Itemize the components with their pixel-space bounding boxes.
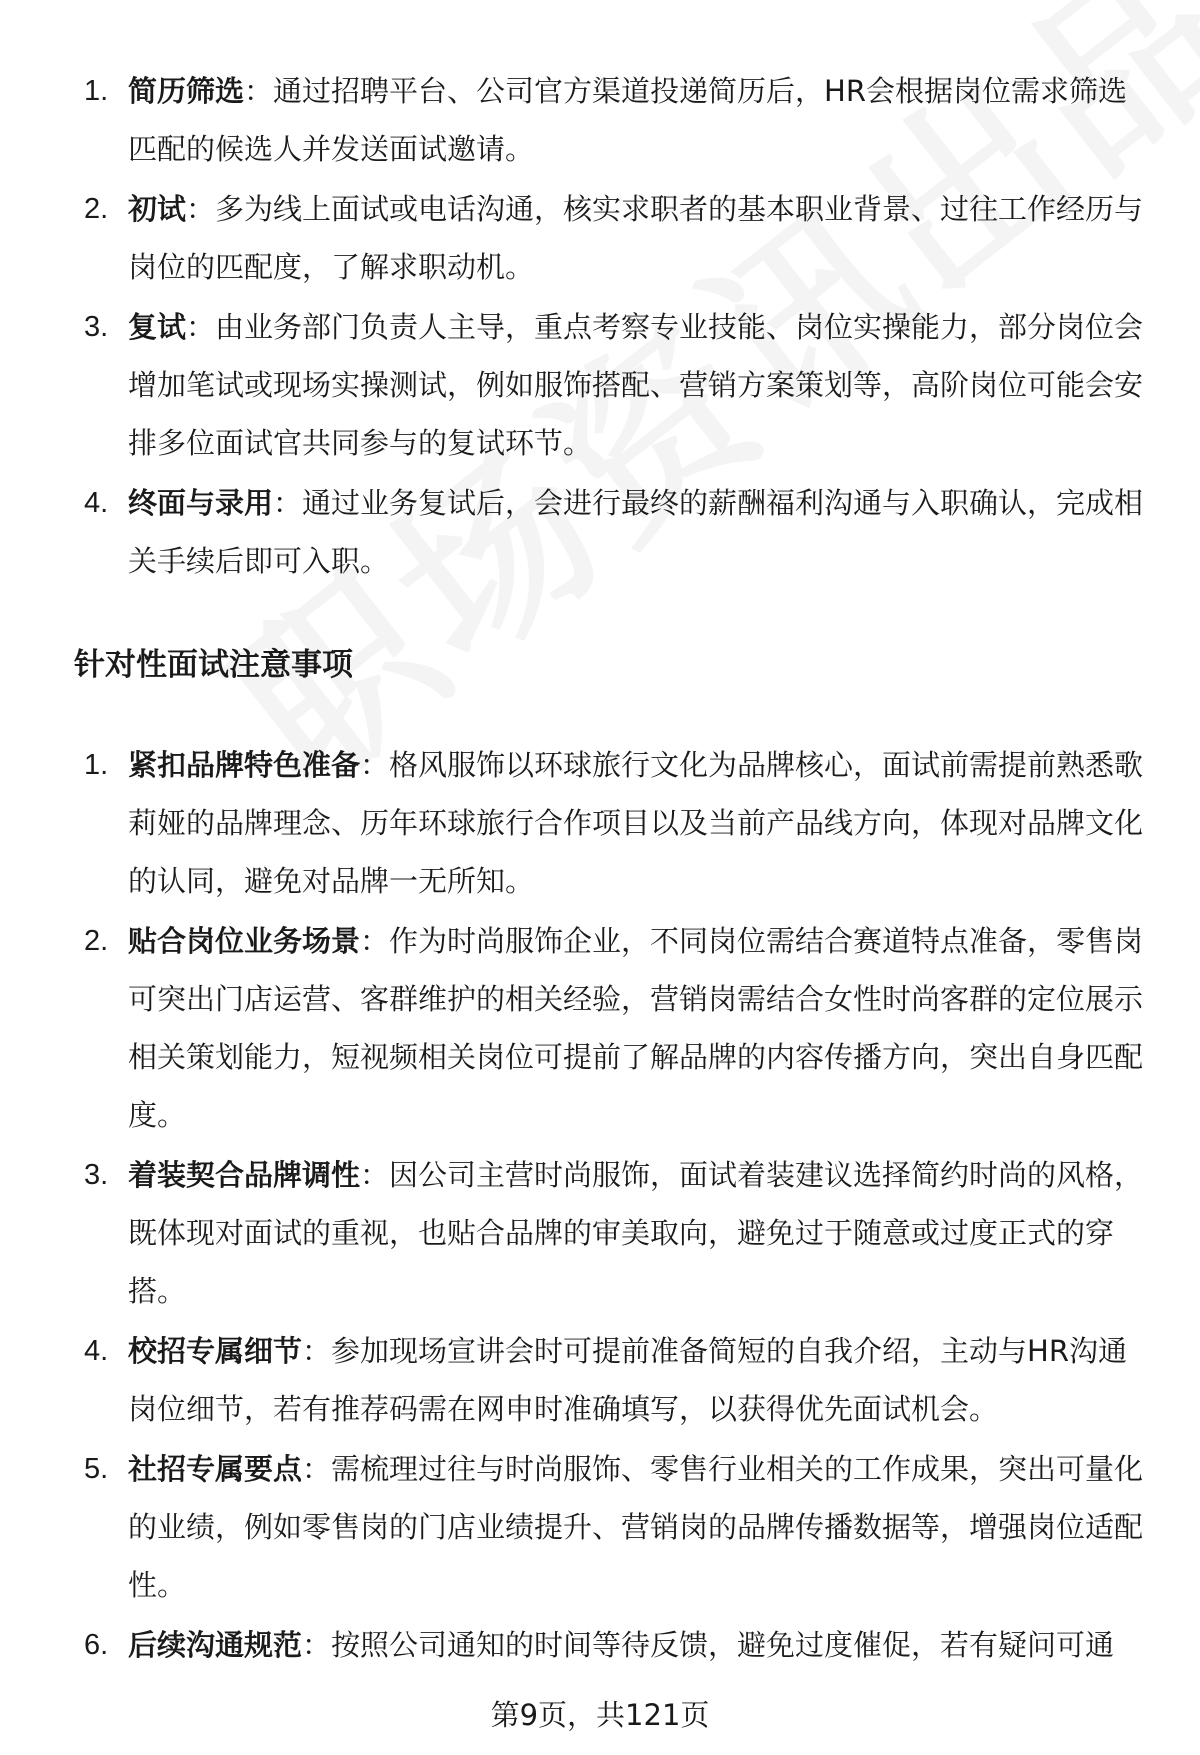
list-text: ：参加现场宣讲会时可提前准备简短的自我介绍，主动与HR沟通岗位细节，若有推荐码需在网申时准确填写，以获得优先面试机会。	[128, 1334, 1127, 1426]
list-text: ：按照公司通知的时间等待反馈，避免过度催促，若有疑问可通	[302, 1628, 1115, 1662]
list-number: 3.	[84, 311, 109, 343]
section-heading: 针对性面试注意事项	[74, 647, 353, 683]
list-item	[0, 180, 1200, 296]
interview-tips-list	[0, 736, 1200, 1676]
list-text: ：需梳理过往与时尚服饰、零售行业相关的工作成果，突出可量化的业绩，例如零售岗的门店业绩提升、营销岗的品牌传播数据等，增强岗位适配性。	[128, 1452, 1144, 1602]
list-number: 2.	[84, 193, 109, 225]
list-item	[0, 736, 1200, 910]
list-text: ：通过招聘平台、公司官方渠道投递简历后，HR会根据岗位需求筛选匹配的候选人并发送面试邀请。	[128, 74, 1127, 166]
list-item	[0, 1322, 1200, 1438]
list-term: 贴合岗位业务场景	[128, 924, 361, 958]
list-item	[0, 1146, 1200, 1320]
list-text: ：由业务部门负责人主导，重点考察专业技能、岗位实操能力，部分岗位会增加笔试或现场实操测试，例如服饰搭配、营销方案策划等，高阶岗位可能会安排多位面试官共同参与的复试环节。	[128, 310, 1144, 460]
list-term: 终面与录用	[128, 486, 274, 520]
list-text: ：多为线上面试或电话沟通，核实求职者的基本职业背景、过往工作经历与岗位的匹配度，了解求职动机。	[128, 192, 1144, 284]
list-number: 2.	[84, 925, 109, 957]
list-text: ：作为时尚服饰企业，不同岗位需结合赛道特点准备，零售岗可突出门店运营、客群维护的相关经验，营销岗需结合女性时尚客群的定位展示相关策划能力，短视频相关岗位可提前了解品牌的内容传播方向，突出自身匹配度。	[128, 924, 1144, 1132]
list-text: ：格风服饰以环球旅行文化为品牌核心，面试前需提前熟悉歌莉娅的品牌理念、历年环球旅行合作项目以及当前产品线方向，体现对品牌文化的认同，避免对品牌一无所知。	[128, 748, 1144, 898]
list-text: ：因公司主营时尚服饰，面试着装建议选择简约时尚的风格，既体现对面试的重视，也贴合品牌的审美取向，避免过于随意或过度正式的穿搭。	[128, 1158, 1144, 1308]
list-number: 4.	[84, 1335, 109, 1367]
list-term: 紧扣品牌特色准备	[128, 748, 361, 782]
list-item	[0, 1440, 1200, 1614]
list-number: 1.	[84, 749, 109, 781]
list-term: 着装契合品牌调性	[128, 1158, 361, 1192]
list-number: 4.	[84, 487, 109, 519]
list-item	[0, 298, 1200, 472]
list-term: 校招专属细节	[128, 1334, 303, 1368]
list-term: 简历筛选	[128, 74, 245, 108]
list-item	[0, 912, 1200, 1144]
page-footer: 第9页，共121页	[490, 1698, 710, 1732]
list-term: 后续沟通规范	[128, 1628, 303, 1662]
list-number: 5.	[84, 1453, 109, 1485]
list-term: 复试	[128, 310, 187, 344]
interview-process-list	[0, 62, 1200, 592]
list-text: ：通过业务复试后，会进行最终的薪酬福利沟通与入职确认，完成相关手续后即可入职。	[128, 486, 1144, 578]
list-number: 1.	[84, 75, 109, 107]
list-term: 社招专属要点	[128, 1452, 303, 1486]
list-item	[0, 1616, 1200, 1674]
list-number: 6.	[84, 1629, 109, 1661]
list-number: 3.	[84, 1159, 109, 1191]
list-item	[0, 474, 1200, 590]
list-term: 初试	[128, 192, 187, 226]
list-item	[0, 62, 1200, 178]
